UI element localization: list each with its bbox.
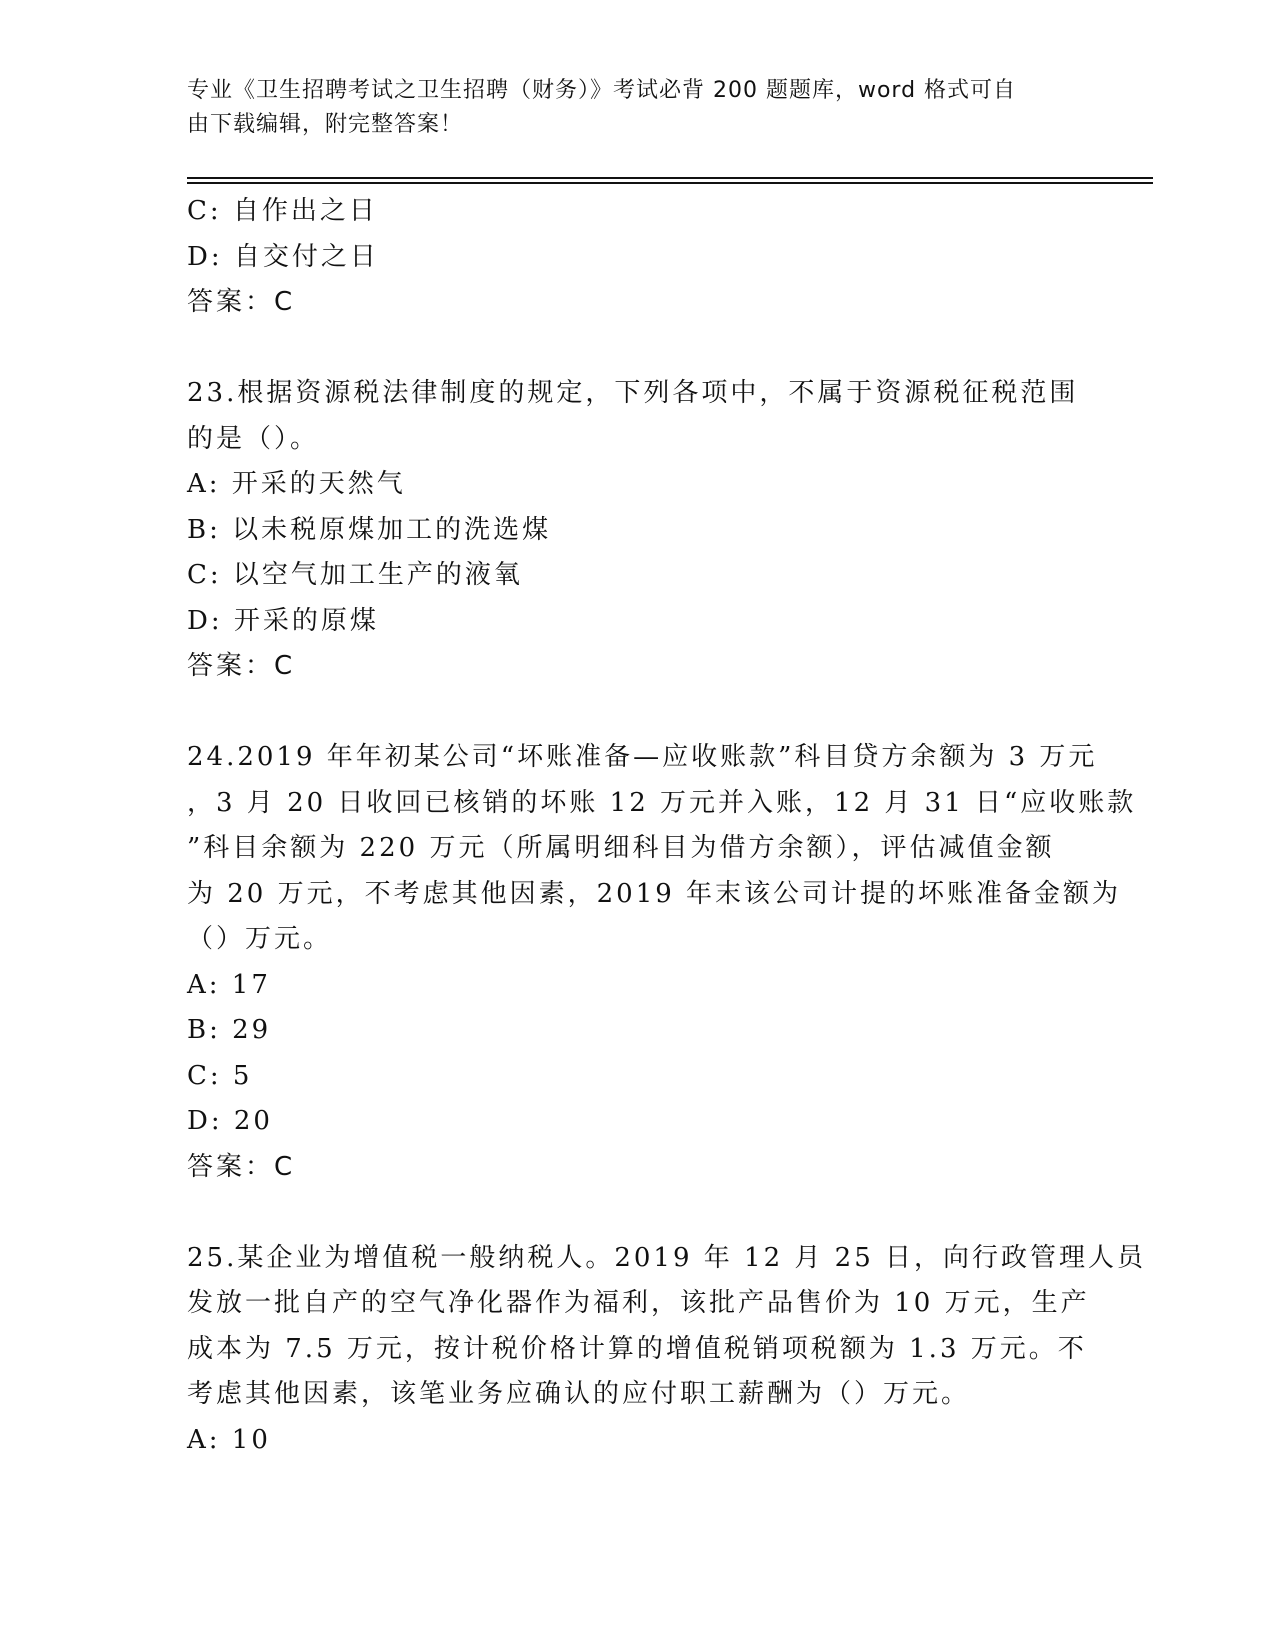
question-stem: 23.根据资源税法律制度的规定，下列各项中，不属于资源税征税范围 [187, 378, 1079, 408]
question-list [187, 189, 1147, 1463]
option-d: D: 20 [187, 1106, 273, 1136]
question-stem: 25.某企业为增值税一般纳税人。2019 年 12 月 25 日，向行政管理人员 [187, 1242, 1147, 1273]
question-25 [187, 1236, 1147, 1464]
question-stem: 发放一批自产的空气净化器作为福利，该批产品售价为 10 万元，生产 [187, 1288, 1090, 1318]
answer: 答案：C [187, 1151, 296, 1182]
question-stem: 考虑其他因素，该笔业务应确认的应付职工薪酬为（）万元。 [187, 1379, 971, 1409]
option-b: B: 以未税原煤加工的洗选煤 [187, 514, 552, 545]
header-line-1: 专业《卫生招聘考试之卫生招聘（财务）》考试必背 200 题题库，word 格式可自 [187, 78, 1017, 103]
question-stem: 为 20 万元，不考虑其他因素，2019 年末该公司计提的坏账准备金额为 [187, 878, 1122, 909]
question-23 [187, 371, 1087, 690]
question-stem: ”科目余额为 220 万元（所属明细科目为借方余额），评估减值金额 [187, 833, 1055, 863]
question-stem: 24.2019 年年初某公司“坏账准备—应收账款”科目贷方余额为 3 万元 [187, 742, 1098, 772]
option-d: D: 自交付之日 [187, 241, 379, 272]
option-c: C: 以空气加工生产的液氧 [187, 560, 523, 590]
question-stem: （）万元。 [187, 924, 333, 954]
question-22 [187, 189, 1087, 326]
question-24 [187, 735, 1137, 1190]
answer: 答案：C [187, 651, 296, 681]
option-d: D: 开采的原煤 [187, 605, 379, 636]
spacer [187, 690, 1087, 736]
header-rule-top [187, 177, 1153, 179]
option-c: C: 自作出之日 [187, 196, 378, 226]
option-a: A: 10 [187, 1424, 271, 1455]
question-stem: 成本为 7.5 万元，按计税价格计算的增值税销项税额为 1.3 万元。不 [187, 1333, 1087, 1364]
header-rule-bottom [187, 182, 1153, 184]
spacer [187, 1190, 1087, 1236]
header-line-2: 由下载编辑，附完整答案！ [187, 112, 464, 137]
answer: 答案：C [187, 287, 296, 317]
question-stem: ，3 月 20 日收回已核销的坏账 12 万元并入账，12 月 31 日“应收账款 [187, 787, 1137, 818]
option-a: A: 开采的天然气 [187, 469, 406, 499]
spacer [187, 326, 1087, 372]
option-b: B: 29 [187, 1015, 272, 1045]
question-stem: 的是（）。 [187, 423, 320, 454]
document-header [187, 74, 1067, 142]
option-a: A: 17 [187, 969, 271, 1000]
option-c: C: 5 [187, 1060, 253, 1091]
